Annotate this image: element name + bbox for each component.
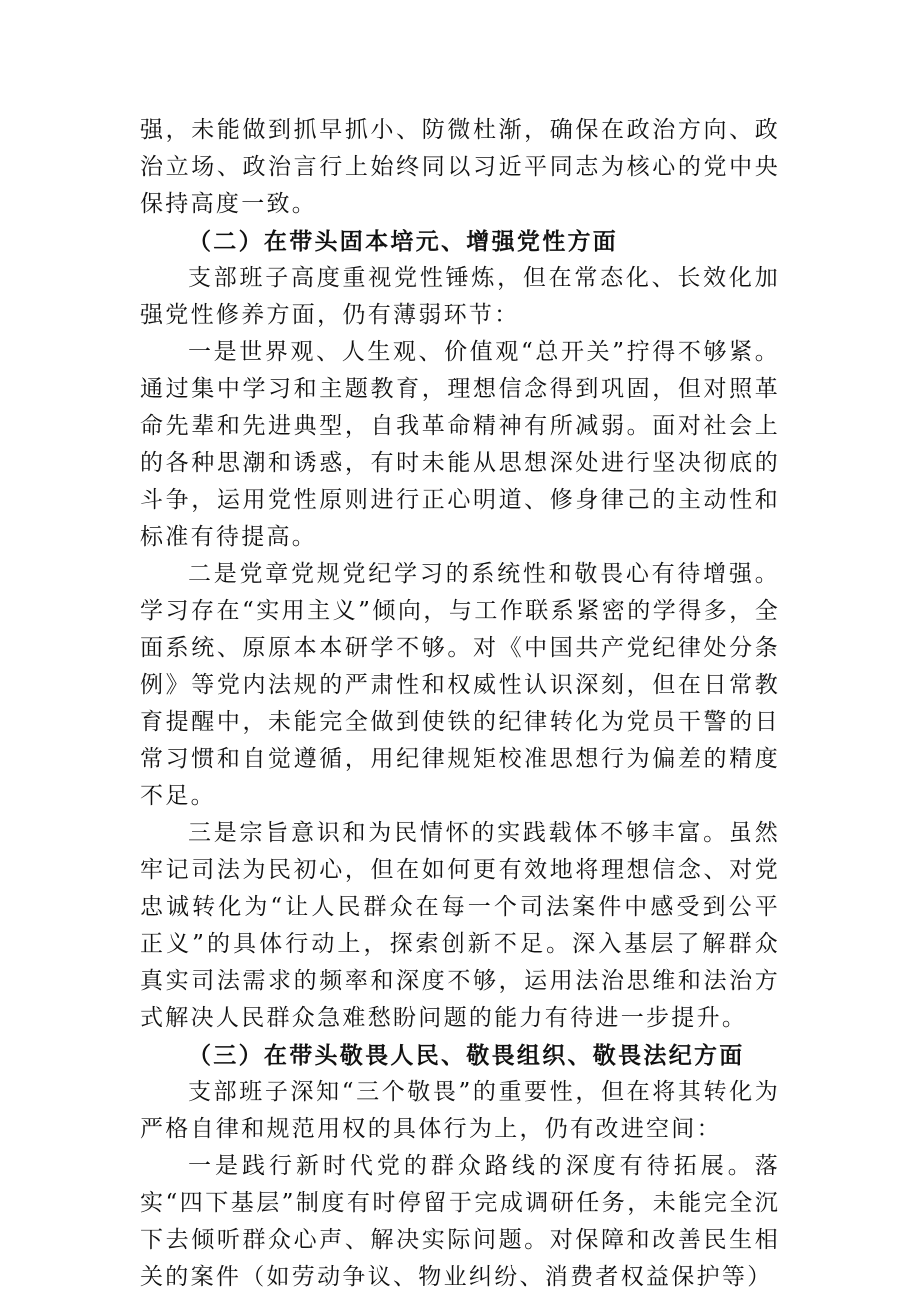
paragraph-item-2: 二是党章党规党纪学习的系统性和敬畏心有待增强。学习存在“实用主义”倾向，与工作联系紧密的学得多，全面系统、原原本本研学不够。对《中国共产党纪律处分条例》等党内法规的严肃性和权威性认识深刻，但在日常教育提醒中，未能完全做到使铁的纪律转化为党员干警的日常习惯和自觉遵循，用纪律规矩校准思想行为偏差的精度不足。 — [140, 561, 780, 809]
paragraph-continued: 强，未能做到抓早抓小、防微杜渐，确保在政治方向、政治立场、政治言行上始终同以习近平同志为核心的党中央保持高度一致。 — [140, 117, 780, 217]
document-body — [140, 112, 780, 1296]
section-heading-2: （二）在带头固本培元、增强党性方面 — [188, 228, 619, 255]
paragraph-item-1-section-3: 一是践行新时代党的群众路线的深度有待拓展。落实“四下基层”制度有时停留于完成调研任务，未能完全沉下去倾听群众心声、解决实际问题。对保障和改善民生相关的案件（如劳动争议、物业纠纷、消费者权益保护等） — [140, 1153, 780, 1290]
paragraph-item-3: 三是宗旨意识和为民情怀的实践载体不够丰富。虽然牢记司法为民初心，但在如何更有效地将理想信念、对党忠诚转化为“让人民群众在每一个司法案件中感受到公平正义”的具体行动上，探索创新不足。深入基层了解群众真实司法需求的频率和深度不够，运用法治思维和法治方式解决人民群众急难愁盼问题的能力有待进一步提升。 — [140, 820, 780, 1031]
section-heading-3: （三）在带头敬畏人民、敬畏组织、敬畏法纪方面 — [188, 1042, 745, 1069]
paragraph-intro-3: 支部班子深知“三个敬畏”的重要性，但在将其转化为严格自律和规范用权的具体行为上，仍有改进空间： — [140, 1079, 780, 1142]
paragraph-item-1: 一是世界观、人生观、价值观“总开关”拧得不够紧。通过集中学习和主题教育，理想信念得到巩固，但对照革命先辈和先进典型，自我革命精神有所减弱。面对社会上的各种思潮和诱惑，有时未能从思想深处进行坚决彻底的斗争，运用党性原则进行正心明道、修身律己的主动性和标准有待提高。 — [140, 339, 780, 550]
paragraph-intro-2: 支部班子高度重视党性锤炼，但在常态化、长效化加强党性修养方面，仍有薄弱环节： — [140, 265, 780, 328]
